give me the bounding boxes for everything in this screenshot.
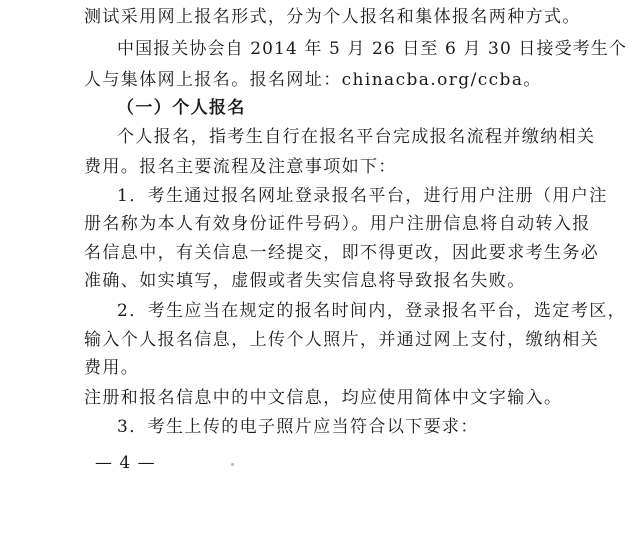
- text-line: 人与集体网上报名。报名网址：chinacba.org/ccba。: [84, 70, 542, 90]
- text-line: 注册和报名信息中的中文信息，均应使用简体中文字输入。: [84, 388, 563, 408]
- text-line: 3．考生上传的电子照片应当符合以下要求：: [117, 417, 479, 437]
- text-line: 个人报名，指考生自行在报名平台完成报名流程并缴纳相关: [117, 127, 596, 147]
- page-number: — 4 —: [95, 453, 156, 473]
- section-heading: （一）个人报名: [117, 98, 246, 118]
- text-line: 准确、如实填写，虚假或者失实信息将导致报名失败。: [84, 271, 526, 291]
- text-line: 册名称为本人有效身份证件号码）。用户注册信息将自动转入报: [84, 214, 591, 234]
- text-line: 测试采用网上报名形式，分为个人报名和集体报名两种方式。: [84, 7, 581, 27]
- text-line: 费用。: [84, 358, 140, 378]
- scan-speck: [231, 463, 234, 466]
- text-line: 名信息中，有关信息一经提交，即不得更改，因此要求考生务必: [84, 243, 600, 263]
- text-line: 费用。报名主要流程及注意事项如下：: [84, 157, 397, 177]
- text-line: 2．考生应当在规定的报名时间内，登录报名平台，选定考区，: [117, 301, 627, 321]
- text-line: 1．考生通过报名网址登录报名平台，进行用户注册（用户注: [117, 186, 608, 206]
- text-line: 输入个人报名信息，上传个人照片，并通过网上支付，缴纳相关: [84, 330, 600, 350]
- text-line: 中国报关协会自 2014 年 5 月 26 日至 6 月 30 日接受考生个: [117, 39, 627, 59]
